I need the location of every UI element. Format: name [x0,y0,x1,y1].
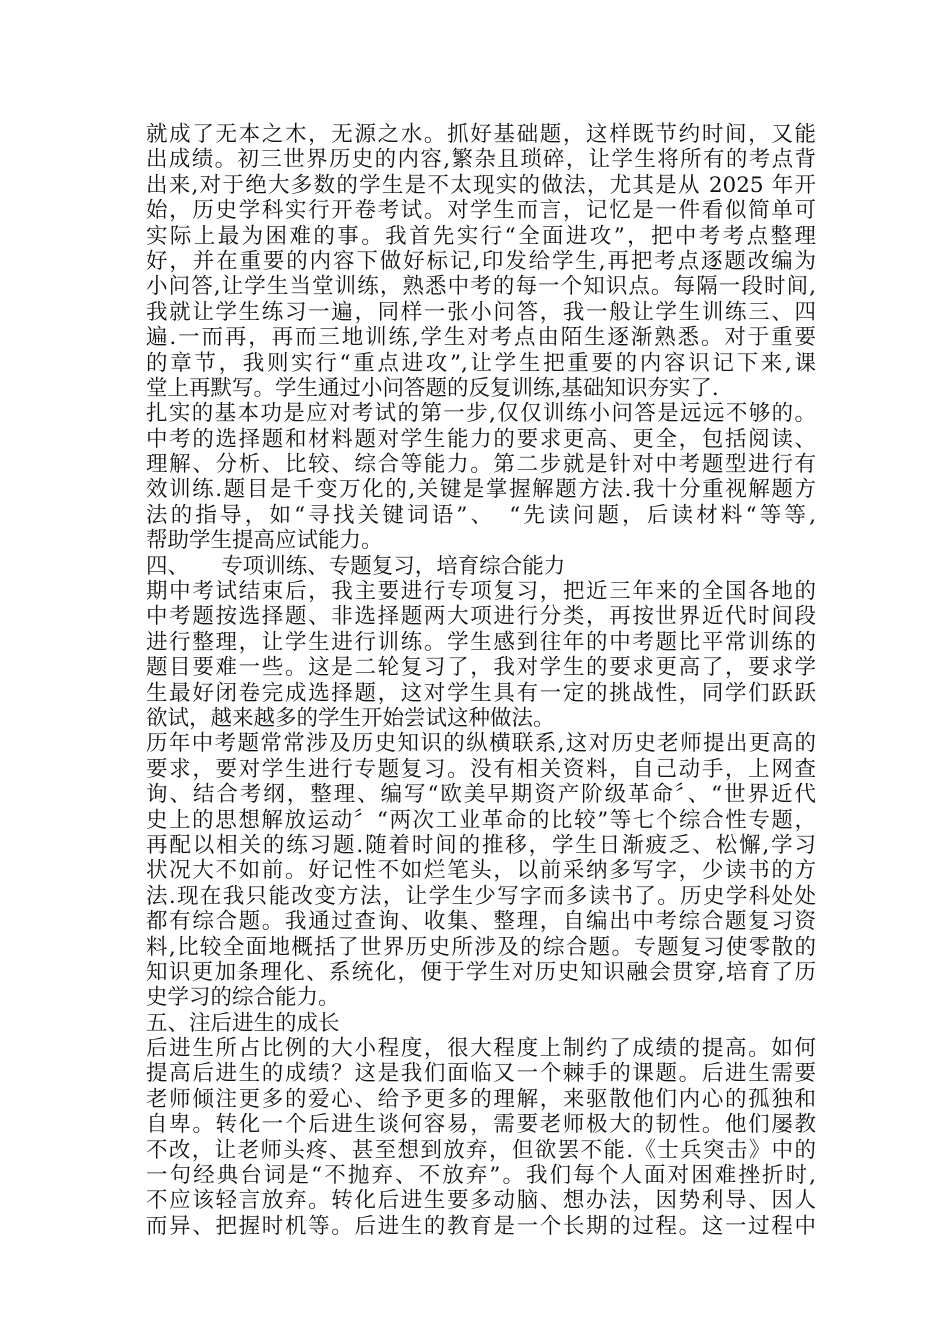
text-line: 再配以相关的练习题.随着时间的推移，学生日渐疲乏、松懈,学习 [146,832,816,858]
text-line: 都有综合题。我通过查询、收集、整理，自编出中考综合题复习资 [146,909,816,935]
document-body [146,122,816,1239]
text-line: 理解、分析、比较、综合等能力。第二步就是针对中考题型进行有 [146,452,816,478]
text-line: 就成了无本之木，无源之水。抓好基础题，这样既节约时间，又能 [146,122,816,147]
text-line: 生最好闭卷完成选择题，这对学生具有一定的挑战性，同学们跃跃 [146,680,816,706]
text-line: 不改，让老师头疼、甚至想到放弃，但欲罢不能.《士兵突击》中的 [146,1137,816,1163]
text-line: 法的指导，如“寻找关键词语”、 “先读问题，后读材料“等等, [146,502,816,528]
text-line: 询、结合考纲，整理、编写“欧美早期资产阶级革命〞、“世界近代 [146,782,816,808]
text-line: 欲试，越来越多的学生开始尝试这种做法。 [146,705,555,731]
text-line: 小问答,让学生当堂训练，熟悉中考的每一个知识点。每隔一段时间, [146,274,816,300]
text-line: 进行整理，让学生进行训练。学生感到往年的中考题比平常训练的 [146,629,816,655]
text-line: 堂上再默写。学生通过小问答题的反复训练,基础知识夯实了. [146,375,719,401]
text-line: 期中考试结束后，我主要进行专项复习，把近三年来的全国各地的 [146,579,816,605]
text-line: 扎实的基本功是应对考试的第一步,仅仅训练小问答是远远不够的。 [146,401,816,427]
text-line: 中考题按选择题、非选择题两大项进行分类，再按世界近代时间段 [146,604,816,630]
section-heading: 四、 专项训练、专题复习，培育综合能力 [146,553,566,579]
text-line: 史学习的综合能力。 [146,985,340,1011]
text-line: 状况大不如前。好记性不如烂笔头，以前采纳多写字，少读书的方 [146,858,816,884]
text-line: 料,比较全面地概括了世界历史所涉及的综合题。专题复习使零散的 [146,934,816,960]
text-line: 法.现在我只能改变方法，让学生少写字而多读书了。历史学科处处 [146,883,816,909]
text-line: 遍.一而再，再而三地训练,学生对考点由陌生逐渐熟悉。对于重要 [146,325,816,351]
text-line: 知识更加条理化、系统化，便于学生对历史知识融会贯穿,培育了历 [146,959,816,985]
text-line: 提高后进生的成绩？这是我们面临又一个棘手的课题。后进生需要 [146,1061,816,1087]
text-line: 出成绩。初三世界历史的内容,繁杂且琐碎，让学生将所有的考点背 [146,147,816,173]
text-line: 好，并在重要的内容下做好标记,印发给学生,再把考点逐题改编为 [146,248,816,274]
text-line: 题目要难一些。这是二轮复习了，我对学生的要求更高了，要求学 [146,655,816,681]
text-line: 帮助学生提高应试能力。 [146,528,383,554]
text-line: 要求，要对学生进行专题复习。没有相关资料，自己动手，上网查 [146,756,816,782]
text-line: 中考的选择题和材料题对学生能力的要求更高、更全，包括阅读、 [146,426,816,452]
text-line: 实际上最为困难的事。我首先实行“全面进攻”，把中考考点整理 [146,223,816,249]
text-line: 出来,对于绝大多数的学生是不太现实的做法，尤其是从 2025 年开 [146,172,816,198]
text-line: 历年中考题常常涉及历史知识的纵横联系,这对历史老师提出更高的 [146,731,816,757]
text-line: 而异、把握时机等。后进生的教育是一个长期的过程。这一过程中 [146,1213,816,1239]
text-line: 后进生所占比例的大小程度，很大程度上制约了成绩的提高。如何 [146,1036,816,1062]
text-line: 史上的思想解放运动〞“两次工业革命的比较”等七个综合性专题， [146,807,816,833]
text-line: 效训练.题目是千变万化的,关键是掌握解题方法.我十分重视解题方 [146,477,816,503]
text-line: 的章节，我则实行“重点进攻”,让学生把重要的内容识记下来,课 [146,350,816,376]
text-line: 老师倾注更多的爱心、给予更多的理解，来驱散他们内心的孤独和 [146,1086,816,1112]
text-line: 一句经典台词是“不抛弃、不放弃”。我们每个人面对困难挫折时, [146,1163,816,1189]
text-line: 自卑。转化一个后进生谈何容易，需要老师极大的韧性。他们屡教 [146,1112,816,1138]
text-line: 我就让学生练习一遍，同样一张小问答，我一般让学生训练三、四 [146,299,816,325]
text-line: 不应该轻言放弃。转化后进生要多动脑、想办法，因势利导、因人 [146,1188,816,1214]
text-line: 始，历史学科实行开卷考试。对学生而言，记忆是一件看似简单可 [146,198,816,224]
section-heading: 五、注后进生的成长 [146,1010,340,1036]
